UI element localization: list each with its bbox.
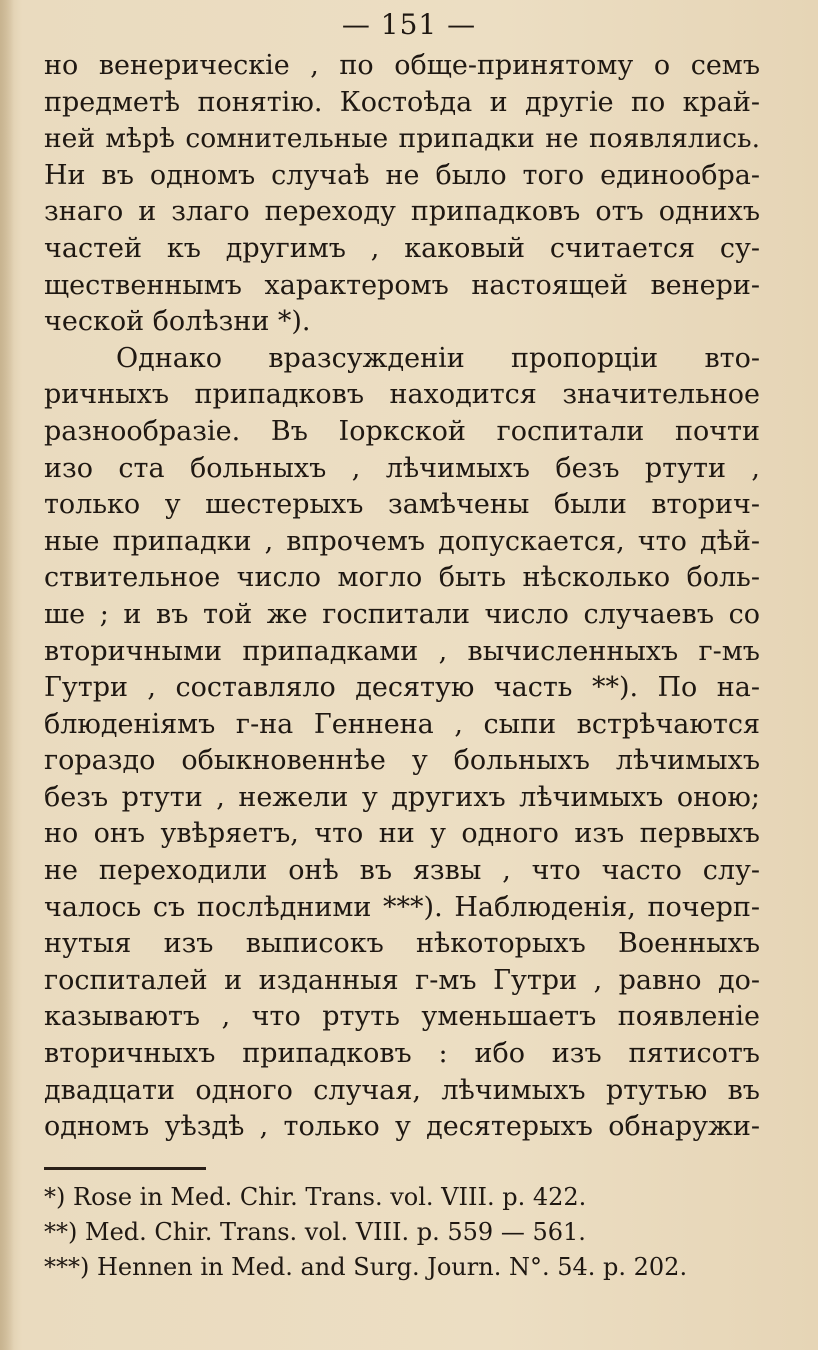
text-line: Ни въ одномъ случаѣ не было того единообра- (44, 159, 760, 191)
text-line: щественнымъ характеромъ настоящей венери- (44, 269, 760, 301)
text-line: ческой болѣзни *). (44, 306, 311, 338)
text-line: гораздо обыкновеннѣе у больныхъ лѣчимыхъ (44, 745, 760, 777)
text-line: двадцати одного случая, лѣчимыхъ ртутью въ (44, 1074, 760, 1106)
text-line: знаго и злаго переходу припадковъ отъ однихъ (44, 196, 760, 228)
body-text (44, 48, 760, 1146)
text-line: безъ ртути , нежели у другихъ лѣчимыхъ оною; (44, 781, 760, 813)
text-line: частей къ другимъ , каковый считается су- (44, 232, 760, 264)
text-line: изо ста больныхъ , лѣчимыхъ безъ ртути , (44, 452, 760, 484)
page-number: — 151 — (341, 8, 477, 41)
footnote: *) Rose in Med. Chir. Trans. vol. VIII. p. 422. (44, 1183, 587, 1211)
text-line: ные припадки , впрочемъ допускается, что дѣй- (44, 525, 760, 557)
text-line: ствительное число могло быть нѣсколько боль- (44, 562, 760, 594)
footnotes (44, 1180, 760, 1285)
text-line: одномъ уѣздѣ , только у десятерыхъ обнаружи- (44, 1111, 760, 1143)
text-line: но онъ увѣряетъ, что ни у одного изъ первыхъ (44, 818, 760, 850)
text-line: только у шестерыхъ замѣчены были вторич- (44, 489, 760, 521)
text-line: нутыя изъ выписокъ нѣкоторыхъ Военныхъ (44, 928, 760, 960)
text-line: блюденіямъ г-на Геннена , сыпи встрѣчаются (44, 708, 760, 740)
text-line: предметѣ понятію. Костоѣда и другіе по край- (44, 86, 760, 118)
paragraph-first-line: Однако вразсужденіи пропорціи вто- (116, 342, 760, 374)
footnote: ***) Hennen in Med. and Surg. Journ. N°. 54. p. 202. (44, 1253, 688, 1281)
page-binding-shadow (0, 0, 14, 1350)
text-line: госпиталей и изданныя г-мъ Гутри , равно до- (44, 964, 760, 996)
text-line: разнообразіе. Въ Іоркской госпитали почти (44, 415, 760, 447)
footnote: **) Med. Chir. Trans. vol. VIII. p. 559 — 561. (44, 1218, 586, 1246)
text-line: ше ; и въ той же госпитали число случаевъ со (44, 598, 760, 630)
text-line: ричныхъ припадковъ находится значительное (44, 379, 760, 411)
text-line: казываютъ , что ртуть уменьшаетъ появленіе (44, 1001, 760, 1033)
text-line: чалось съ послѣдними ***). Наблюденія, почерп- (44, 891, 760, 923)
text-line: вторичными припадками , вычисленныхъ г-мъ (44, 635, 760, 667)
text-line: но венерическіе , по обще-принятому о семъ (44, 50, 760, 81)
footnote-rule (44, 1167, 206, 1170)
text-line: Гутри , составляло десятую часть **). По на- (44, 672, 760, 704)
text-line: ней мѣрѣ сомнительные припадки не появлялись. (44, 123, 760, 155)
text-line: вторичныхъ припадковъ : ибо изъ пятисотъ (44, 1038, 760, 1070)
text-line: не переходили онѣ въ язвы , что часто слу- (44, 855, 760, 887)
